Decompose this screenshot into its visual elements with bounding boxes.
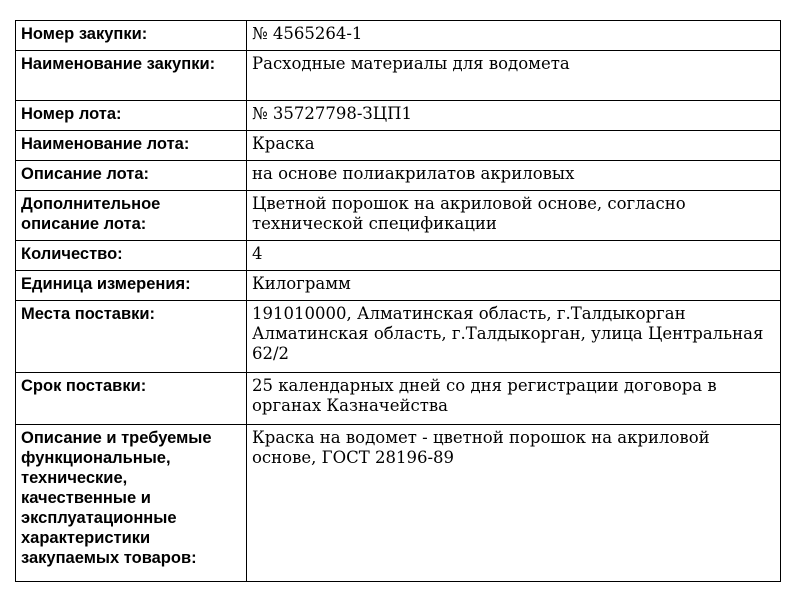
table-row [16,51,781,101]
table-row [16,191,781,241]
row-value: 25 календарных дней со дня регистрации договора в органах Казначейства [247,373,781,425]
row-label: Дополнительное описание лота: [16,191,247,241]
row-label: Наименование закупки: [16,51,247,101]
row-label: Единица измерения: [16,271,247,301]
row-label: Количество: [16,241,247,271]
row-label: Описание и требуемые функциональные, технические, качественные и эксплуатационные характеристики закупаемых товаров: [16,425,247,582]
procurement-details-table [15,20,781,582]
row-value: Краска на водомет - цветной порошок на акриловой основе, ГОСТ 28196-89 [247,425,781,582]
table-row [16,301,781,373]
row-value: Расходные материалы для водомета [247,51,781,101]
row-label: Описание лота: [16,161,247,191]
table-row [16,161,781,191]
row-value: 4 [247,241,781,271]
table-row [16,271,781,301]
row-value: № 35727798-ЗЦП1 [247,101,781,131]
row-label: Места поставки: [16,301,247,373]
row-value: Краска [247,131,781,161]
row-value: 191010000, Алматинская область, г.Талдыкорган Алматинская область, г.Талдыкорган, улица Центральная 62/2 [247,301,781,373]
table-row [16,241,781,271]
table-row [16,21,781,51]
row-value: на основе полиакрилатов акриловых [247,161,781,191]
row-label: Наименование лота: [16,131,247,161]
table-row [16,373,781,425]
row-value: Килограмм [247,271,781,301]
row-label: Срок поставки: [16,373,247,425]
table-row [16,425,781,582]
table-row [16,101,781,131]
row-label: Номер закупки: [16,21,247,51]
row-value: Цветной порошок на акриловой основе, согласно технической спецификации [247,191,781,241]
table-row [16,131,781,161]
row-value: № 4565264-1 [247,21,781,51]
row-label: Номер лота: [16,101,247,131]
